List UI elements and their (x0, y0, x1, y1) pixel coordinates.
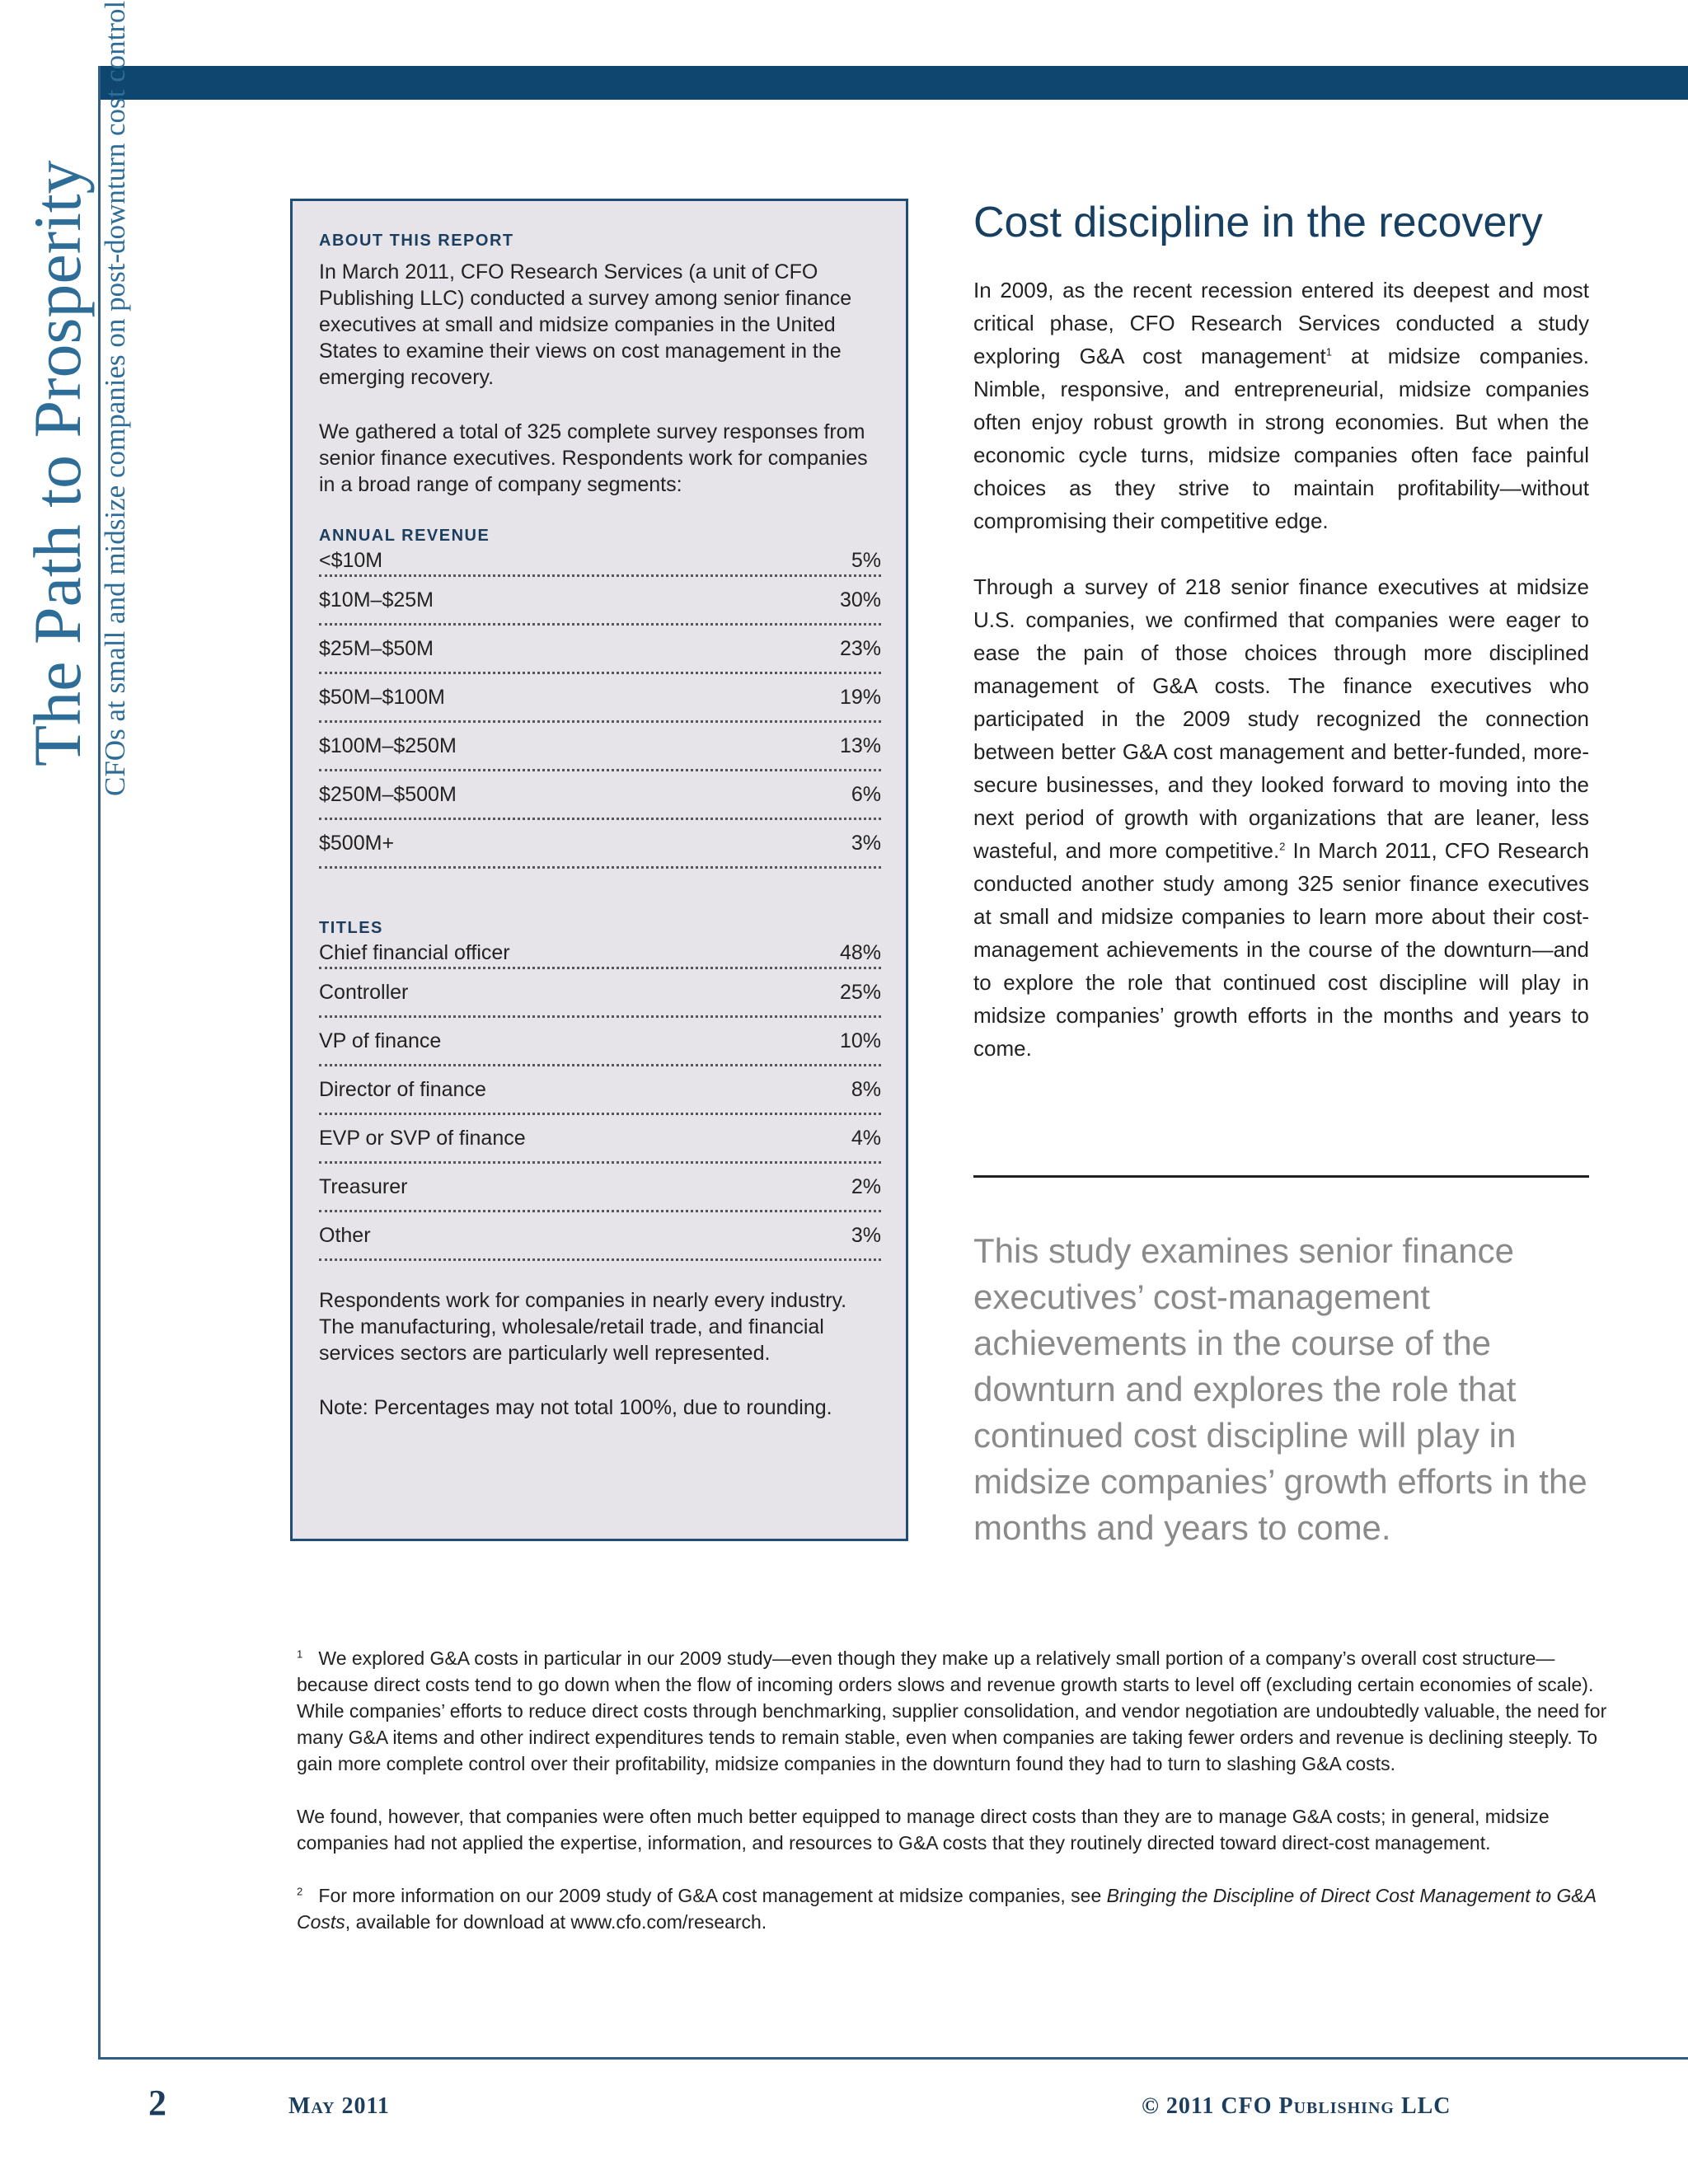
about-para-2: We gathered a total of 325 complete survey responses from senior finance executives. Respondents work for companies in a broad range of company segments: (319, 420, 868, 496)
bottom-rule (98, 2057, 1688, 2060)
footnote-1b: We found, however, that companies were often much better equipped to manage direct costs than they are to manage G&A costs; in general, midsize companies had not applied the expertise, information, and resources to G&A costs that they routinely directed toward direct-cost management. (297, 1806, 1550, 1854)
stat-label: Other (319, 1224, 371, 1247)
about-para-3: Respondents work for companies in nearly every industry. The manufacturing, wholesale/retail trade, and financial services sectors are particularly well represented. (319, 1289, 847, 1365)
stat-label: $250M–$500M (319, 783, 457, 806)
footnote-title: Bringing the Discipline of Direct Cost Management to G&A Costs (297, 1885, 1597, 1933)
stat-row (319, 1164, 881, 1212)
titles-section (319, 918, 881, 1261)
stat-row (319, 723, 881, 771)
stat-value: 23% (839, 637, 881, 660)
pullquote-rule (973, 1175, 1589, 1178)
footnote-ref-1: 1 (1325, 345, 1332, 359)
stat-row (319, 577, 881, 626)
stat-row (319, 546, 881, 577)
article-text: Through a survey of 218 senior finance executives at midsize U.S. companies, we confirmed that companies were eager to ease the pain of those choices through more disciplined management of G&A costs. The finance executives who participated in the 2009 study recognized the connection between better G&A cost management and better-funded, more-secure businesses, and they looked forward to moving into the next period of growth with organizations that are leaner, less wasteful, and more competitive. (973, 574, 1589, 863)
footnotes (297, 1645, 1607, 1961)
footnote-1 (297, 1645, 1607, 1777)
footer-date: May 2011 (288, 2093, 390, 2119)
article-heading: Cost discipline in the recovery (973, 199, 1543, 246)
revenue-heading: ANNUAL REVENUE (319, 527, 490, 545)
footnote-text: For more information on our 2009 study of G&A cost management at midsize companies, see (318, 1885, 1107, 1906)
about-note: Note: Percentages may not total 100%, due to rounding. (319, 1396, 832, 1419)
stat-row (319, 674, 881, 723)
stat-label: Director of finance (319, 1078, 486, 1101)
revenue-section (319, 526, 881, 869)
stat-label: $50M–$100M (319, 686, 445, 709)
stat-value: 10% (839, 1029, 881, 1052)
stat-value: 30% (839, 588, 881, 612)
stat-label: Treasurer (319, 1175, 408, 1198)
sidebar-title-block (18, 0, 134, 796)
stat-label: $25M–$50M (319, 637, 434, 660)
stat-row (319, 969, 881, 1018)
pull-quote: This study examines senior finance executives’ cost-management achievements in the course of the downturn and explores the role that continued cost discipline will play in midsize companies’ growth efforts in the months and years to come. (973, 1231, 1587, 1547)
titles-heading: TITLES (319, 919, 383, 937)
stat-value: 19% (839, 686, 881, 709)
footnote-number: 1 (297, 1647, 303, 1661)
stat-row (319, 626, 881, 674)
stat-label: $500M+ (319, 832, 395, 855)
footnote-text: , available for download at www.cfo.com/research. (345, 1911, 767, 1933)
stat-label: <$10M (319, 548, 383, 572)
sidebar-subtitle: CFOs at small and midsize companies on post-downturn cost control (99, 0, 131, 796)
stat-value: 6% (851, 783, 881, 806)
header-bar (100, 66, 1688, 100)
page-number: 2 (148, 2083, 166, 2123)
sidebar-title: The Path to Prosperity (20, 160, 95, 766)
stat-value: 3% (851, 832, 881, 855)
stat-value: 3% (851, 1224, 881, 1247)
article-text: In 2009, as the recent recession entered its deepest and most critical phase, CFO Research Services conducted a study exploring G&A cost management (973, 278, 1589, 368)
stat-row (319, 820, 881, 869)
stat-value: 13% (839, 734, 881, 757)
stat-label: $100M–$250M (319, 734, 457, 757)
stat-value: 2% (851, 1175, 881, 1198)
stat-row (319, 938, 881, 969)
stat-value: 8% (851, 1078, 881, 1101)
stat-label: EVP or SVP of finance (319, 1127, 526, 1150)
footnote-text: We explored G&A costs in particular in our 2009 study—even though they make up a relatively small portion of a company’s overall cost structure—because direct costs tend to go down when the flow of incoming orders slows and revenue growth starts to level off (excluding certain economies of scale). While companies’ efforts to reduce direct costs through benchmarking, supplier consolidation, and vendor negotiation are undoubtedly valuable, the need for many G&A items and other indirect expenditures tends to remain stable, even when companies are taking fewer orders and revenue is declining steeply. To gain more complete control over their profitability, midsize companies in the downturn found they had to turn to slashing G&A costs. (297, 1647, 1607, 1774)
article-text: In March 2011, CFO Research conducted another study among 325 senior finance executives at small and midsize companies to learn more about their cost-management achievements in the course of the downturn—and to explore the role that continued cost discipline will play in midsize companies’ growth efforts in the months and years to come. (973, 838, 1589, 1061)
footnote-number: 2 (297, 1885, 303, 1898)
footnote-2 (297, 1882, 1607, 1935)
about-para-1: In March 2011, CFO Research Services (a unit of CFO Publishing LLC) conducted a survey among senior finance executives at small and midsize companies in the United States to examine their views on cost management in the emerging recovery. (319, 260, 852, 389)
stat-value: 48% (839, 940, 881, 964)
stat-label: $10M–$25M (319, 588, 434, 612)
footer-copyright: © 2011 CFO Publishing LLC (1142, 2093, 1451, 2119)
article-para-2 (973, 570, 1589, 1065)
stat-row (319, 1115, 881, 1164)
stat-row (319, 771, 881, 820)
about-report-box (290, 199, 908, 1541)
about-heading: ABOUT THIS REPORT (319, 232, 514, 250)
stat-value: 5% (851, 548, 881, 572)
stat-label: VP of finance (319, 1029, 442, 1052)
article (973, 196, 1589, 1098)
stat-value: 25% (839, 981, 881, 1004)
stat-value: 4% (851, 1127, 881, 1150)
article-text: at midsize companies. Nimble, responsive, and entrepreneurial, midsize companies often enjoy robust growth in strong economies. But when the economic cycle turns, midsize companies often face painful choices as they strive to maintain profitability—without compromising their competitive edge. (973, 344, 1589, 533)
stat-row (319, 1018, 881, 1066)
stat-row (319, 1066, 881, 1115)
stat-label: Controller (319, 981, 409, 1004)
stat-row (319, 1212, 881, 1261)
article-para-1 (973, 274, 1589, 537)
footnote-ref-2: 2 (1279, 840, 1286, 853)
stat-label: Chief financial officer (319, 940, 510, 964)
